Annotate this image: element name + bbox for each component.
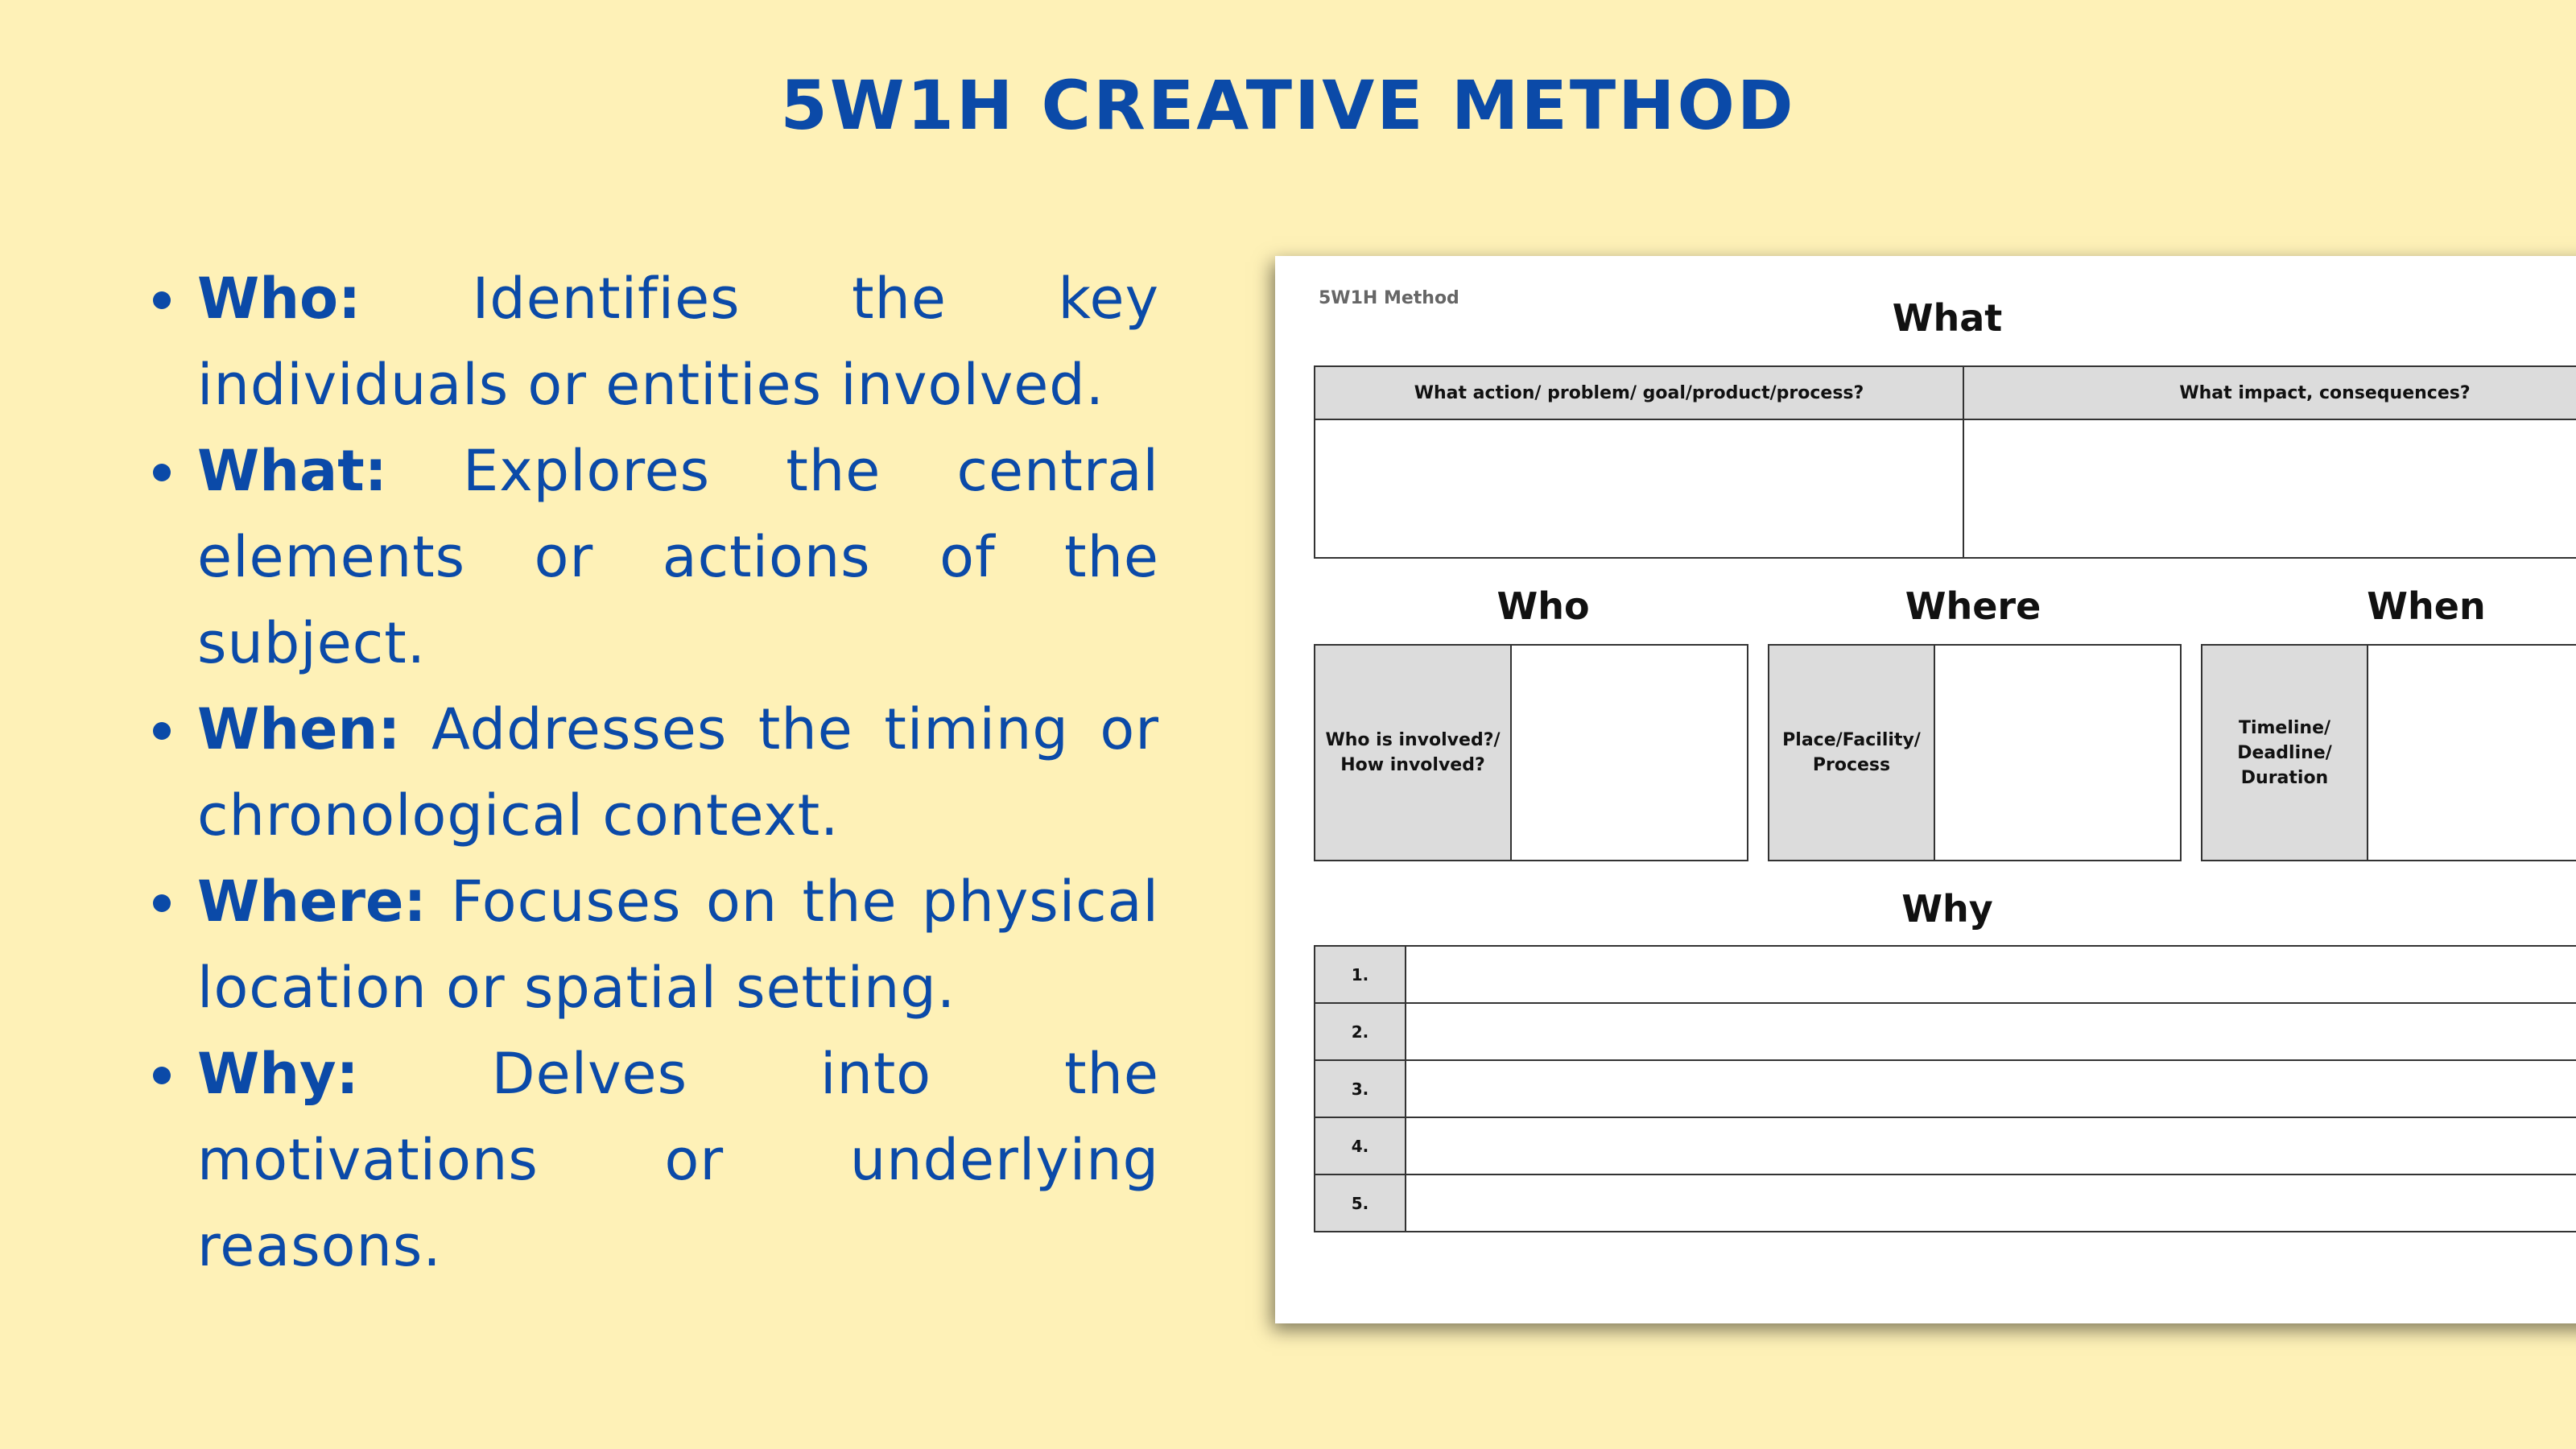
- where-heading: Where: [1905, 584, 2041, 628]
- why-row-number: 1.: [1314, 945, 1406, 1004]
- bullet-text: Delves into the motivations or underlying reasons.: [197, 1041, 1159, 1279]
- when-heading: When: [2367, 584, 2486, 628]
- bullet-term: Who:: [197, 266, 361, 332]
- who-answer-cell: [1510, 644, 1748, 861]
- who-heading: Who: [1496, 584, 1590, 628]
- bullet-who: [153, 256, 1159, 428]
- bullet-term: What:: [197, 438, 387, 504]
- when-prompt-cell: Timeline/ Deadline/ Duration: [2201, 644, 2368, 861]
- page-title: 5W1H CREATIVE METHOD: [780, 66, 1796, 145]
- why-row: [1314, 1059, 2576, 1118]
- why-row-number: 3.: [1314, 1059, 1406, 1118]
- what-action-cell: [1314, 419, 1964, 559]
- what-impact-cell: [1963, 419, 2576, 559]
- why-row-line: [1405, 1059, 2576, 1118]
- why-row-number: 2.: [1314, 1002, 1406, 1061]
- bullet-why: [153, 1031, 1159, 1290]
- why-row: [1314, 1174, 2576, 1232]
- where-prompt-cell: Place/Facility/ Process: [1768, 644, 1935, 861]
- bullet-what: [153, 428, 1159, 687]
- what-impact-header: What impact, consequences?: [1963, 365, 2576, 420]
- why-heading: Why: [1901, 887, 1993, 931]
- why-row-line: [1405, 1002, 2576, 1061]
- why-row: [1314, 945, 2576, 1004]
- why-row-number: 5.: [1314, 1174, 1406, 1232]
- worksheet-label: 5W1H Method: [1319, 288, 1459, 308]
- bullet-text: Explores the central elements or actions of the subject.: [197, 438, 1159, 676]
- where-answer-cell: [1934, 644, 2182, 861]
- what-heading: What: [1892, 296, 2003, 340]
- worksheet-image: [1275, 256, 2576, 1323]
- bullet-term: Where:: [197, 869, 427, 935]
- why-row-number: 4.: [1314, 1117, 1406, 1175]
- why-row-line: [1405, 1174, 2576, 1232]
- bullet-text: Focuses on the physical location or spatial setting.: [197, 869, 1159, 1021]
- when-answer-cell: [2367, 644, 2576, 861]
- bullet-text: Identifies the key individuals or entities involved.: [197, 266, 1159, 418]
- who-prompt-cell: Who is involved?/ How involved?: [1314, 644, 1512, 861]
- why-row-line: [1405, 945, 2576, 1004]
- why-row: [1314, 1002, 2576, 1061]
- bullet-term: When:: [197, 696, 401, 762]
- bullet-term: Why:: [197, 1041, 359, 1107]
- bullet-when: [153, 687, 1159, 859]
- why-row: [1314, 1117, 2576, 1175]
- what-action-header: What action/ problem/ goal/product/process?: [1314, 365, 1964, 420]
- bullet-list: [153, 256, 1159, 1290]
- bullet-where: [153, 859, 1159, 1031]
- why-row-line: [1405, 1117, 2576, 1175]
- bullet-text: Addresses the timing or chronological context.: [197, 696, 1159, 848]
